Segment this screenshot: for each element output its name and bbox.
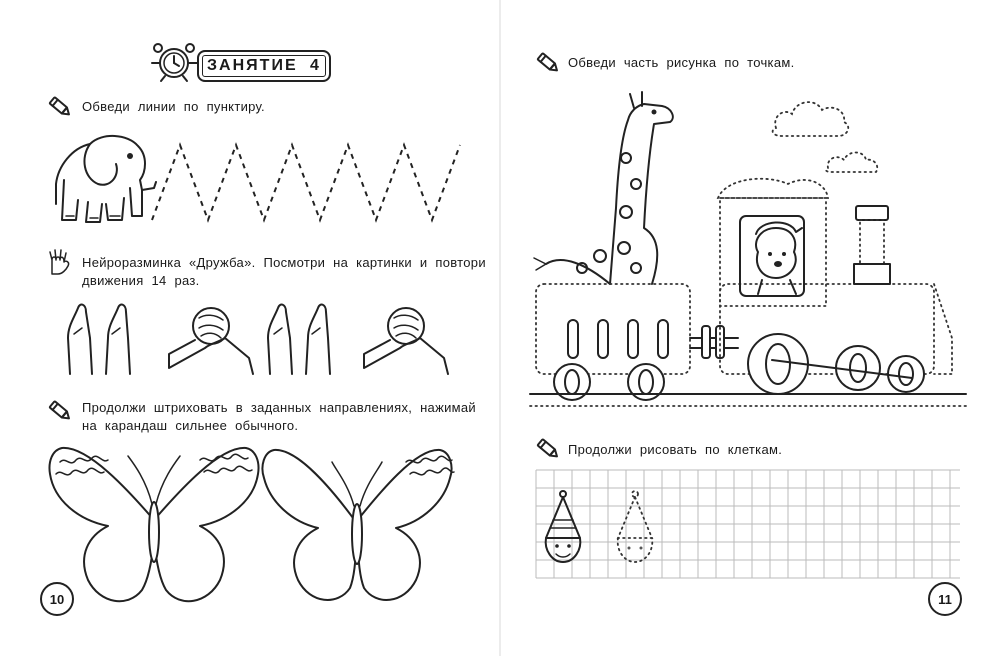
elephant-illustration bbox=[50, 128, 160, 228]
page-number-right: 11 bbox=[928, 582, 962, 616]
alarm-clock-icon bbox=[150, 40, 200, 84]
butterfly-left bbox=[48, 440, 260, 610]
pencil-icon bbox=[46, 398, 72, 422]
pencil-icon bbox=[534, 436, 560, 460]
hands-exercise-3 bbox=[262, 298, 360, 376]
lesson-title: ЗАНЯТИЕ 4 bbox=[197, 50, 331, 82]
hands-exercise-2 bbox=[165, 298, 257, 376]
task2-instruction-line1: Нейроразминка «Дружба». Посмотри на картинки и повтори bbox=[82, 255, 486, 270]
train-giraffe-illustration bbox=[526, 88, 966, 418]
right-page bbox=[500, 0, 1000, 656]
task2-instruction-line2: движения 14 раз. bbox=[82, 273, 200, 288]
task1-instruction: Обведи линии по пунктиру. bbox=[82, 99, 265, 114]
pencil-icon bbox=[534, 50, 560, 74]
butterfly-right bbox=[262, 440, 462, 610]
hands-exercise-1 bbox=[62, 298, 160, 376]
right-task1-instruction: Обведи часть рисунка по точкам. bbox=[568, 55, 795, 70]
hand-icon bbox=[46, 248, 72, 276]
task3-instruction-line2: на карандаш сильнее обычного. bbox=[82, 418, 299, 433]
task3-instruction-line1: Продолжи штриховать в заданных направлениях, нажимай bbox=[82, 400, 476, 415]
right-task2-instruction: Продолжи рисовать по клеткам. bbox=[568, 442, 783, 457]
hands-exercise-4 bbox=[360, 298, 452, 376]
pencil-icon bbox=[46, 94, 72, 118]
zigzag-trace-lines bbox=[152, 140, 462, 230]
drawing-grid bbox=[536, 470, 960, 578]
page-number-left: 10 bbox=[40, 582, 74, 616]
